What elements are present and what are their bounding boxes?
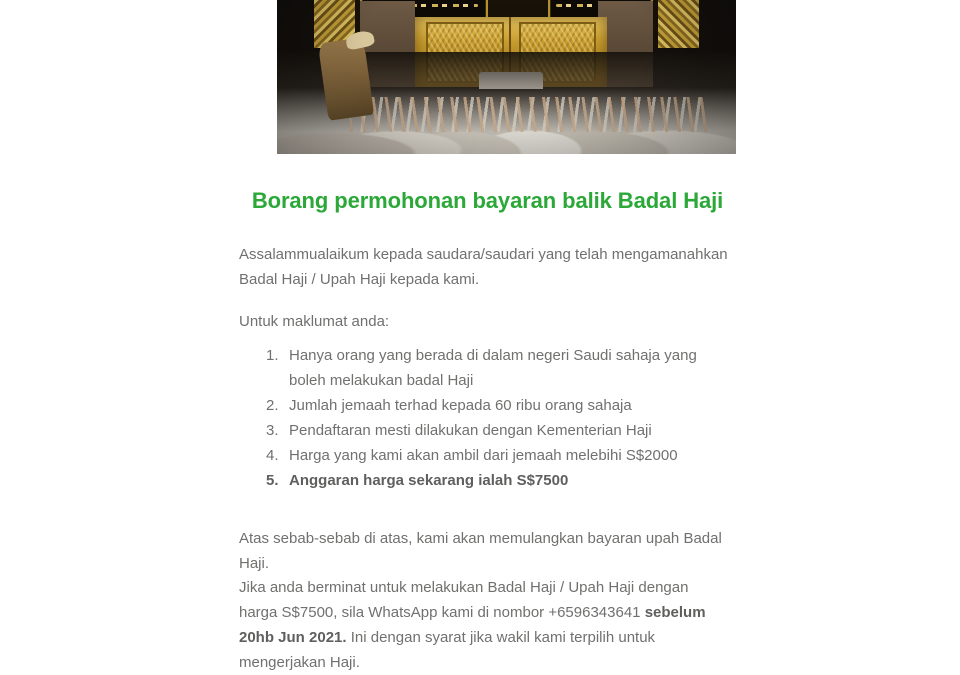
list-marker: 1.	[266, 347, 279, 364]
list-item	[266, 443, 728, 468]
list-item-text: Harga yang kami akan ambil dari jemaah melebihi S$2000	[289, 447, 678, 464]
closing-text-part2: Ini dengan syarat jika wakil kami terpilih untuk mengerjakan Haji.	[239, 629, 656, 671]
photo-vignette	[277, 0, 736, 154]
hero-photo	[277, 0, 736, 154]
list-item-text: Hanya orang yang berada di dalam negeri Saudi sahaja yang boleh melakukan badal Haji	[289, 347, 697, 389]
info-heading: Untuk maklumat anda:	[239, 313, 390, 330]
closing-text-part1: Jika anda berminat untuk melakukan Badal Haji / Upah Haji dengan harga S$7500, sila WhatsApp kami di nombor +6596343641	[239, 579, 689, 621]
list-item	[266, 468, 728, 493]
list-item	[266, 343, 728, 393]
list-item	[266, 418, 728, 443]
conclusion-paragraph: Atas sebab-sebab di atas, kami akan memulangkan bayaran upah Badal Haji.	[239, 530, 722, 572]
list-item	[266, 393, 728, 418]
requirements-list	[266, 343, 728, 493]
intro-paragraph: Assalammualaikum kepada saudara/saudari yang telah mengamanahkan Badal Haji / Upah Haji kepada kami.	[239, 246, 728, 288]
list-marker: 2.	[266, 397, 279, 414]
list-marker: 4.	[266, 447, 279, 464]
list-item-text: Anggaran harga sekarang ialah S$7500	[289, 472, 569, 489]
kaaba-hero-image	[277, 0, 736, 154]
list-item-text: Jumlah jemaah terhad kepada 60 ribu orang sahaja	[289, 397, 632, 414]
list-marker: 5.	[266, 472, 279, 489]
list-item-text: Pendaftaran mesti dilakukan dengan Kementerian Haji	[289, 422, 652, 439]
list-marker: 3.	[266, 422, 279, 439]
page-title: Borang permohonan bayaran balik Badal Haji	[251, 187, 724, 213]
closing-paragraph	[239, 575, 728, 675]
deadline-text: sebelum 20hb Jun 2021.	[239, 604, 706, 646]
